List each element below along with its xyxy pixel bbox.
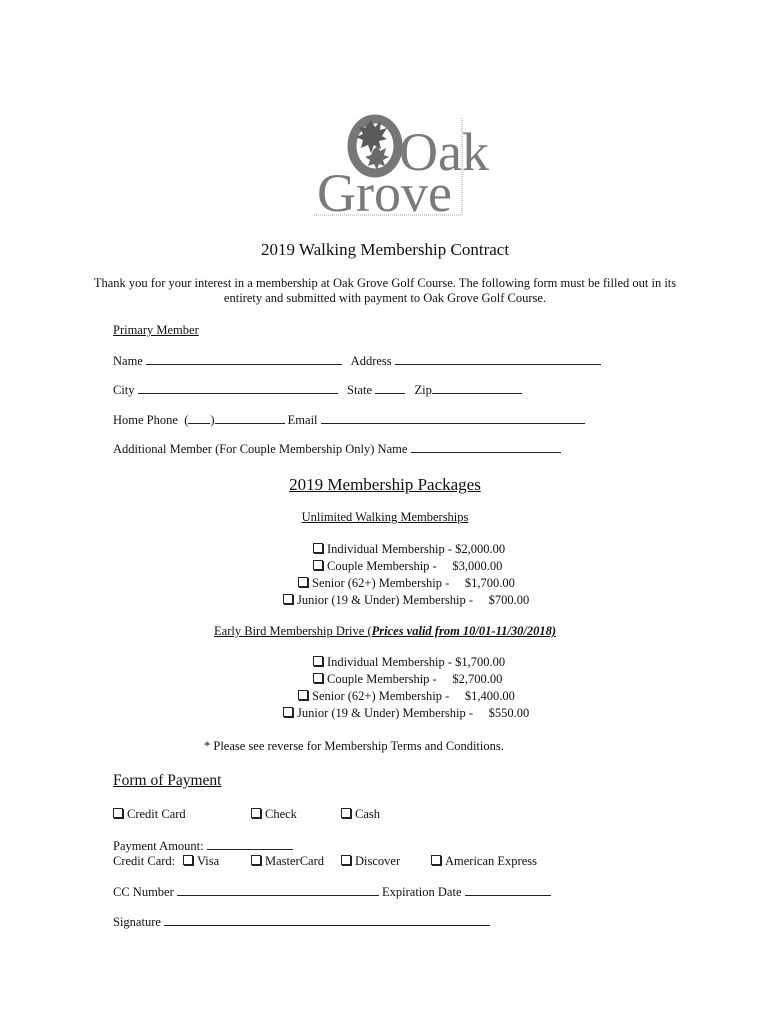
phone-row	[113, 412, 585, 428]
name-field[interactable]	[146, 353, 342, 365]
early-bird-dates: Prices valid from 10/01-11/30/2018)	[371, 624, 556, 638]
early-bird-heading-text: Early Bird Membership Drive (	[214, 624, 372, 638]
early-bird-option[interactable]	[313, 655, 505, 670]
checkbox[interactable]	[298, 577, 308, 587]
cc-number-field[interactable]	[177, 884, 379, 896]
card-discover[interactable]	[341, 854, 400, 869]
additional-member-row	[113, 441, 561, 457]
additional-member-label: Additional Member (For Couple Membership Only) Name	[113, 442, 408, 456]
zip-field[interactable]	[432, 382, 522, 394]
checkbox[interactable]	[341, 855, 351, 865]
card-label: Visa	[197, 854, 220, 868]
unlimited-option[interactable]	[298, 576, 515, 591]
oak-leaf-icon	[313, 108, 489, 223]
address-field[interactable]	[395, 353, 601, 365]
signature-label: Signature	[113, 915, 161, 929]
option-label: Junior (19 & Under) Membership - $550.00	[297, 706, 530, 720]
early-bird-option[interactable]	[313, 672, 502, 687]
checkbox[interactable]	[251, 808, 261, 818]
option-label: Senior (62+) Membership - $1,700.00	[312, 576, 515, 590]
checkbox[interactable]	[313, 673, 323, 683]
payment-method-credit-card[interactable]	[113, 807, 186, 822]
early-bird-heading	[0, 624, 770, 639]
option-label: Couple Membership - $2,700.00	[327, 672, 503, 686]
card-label: American Express	[445, 854, 537, 868]
intro-line-1: Thank you for your interest in a membership at Oak Grove Golf Course. The following form must be filled out in its	[93, 276, 677, 290]
checkbox[interactable]	[183, 855, 193, 865]
address-label: Address	[350, 354, 392, 368]
checkbox[interactable]	[298, 690, 308, 700]
terms-note: * Please see reverse for Membership Terms and Conditions.	[204, 739, 504, 753]
checkbox[interactable]	[313, 656, 323, 666]
signature-row	[113, 914, 490, 930]
option-label: Individual Membership - $2,000.00	[327, 542, 506, 556]
checkbox[interactable]	[113, 808, 123, 818]
unlimited-option[interactable]	[313, 559, 502, 574]
phone-paren-close: )	[210, 413, 215, 427]
option-label: Couple Membership - $3,000.00	[327, 559, 503, 573]
email-field[interactable]	[321, 412, 585, 424]
unlimited-option[interactable]	[283, 593, 529, 608]
checkbox[interactable]	[283, 594, 293, 604]
city-row	[113, 382, 522, 398]
phone-label: Home Phone	[113, 413, 178, 427]
unlimited-heading: Unlimited Walking Memberships	[301, 510, 469, 524]
city-label: City	[113, 383, 135, 397]
email-label: Email	[287, 413, 318, 427]
method-label: Credit Card	[127, 807, 186, 821]
checkbox[interactable]	[313, 560, 323, 570]
oak-grove-logo	[313, 108, 489, 223]
early-bird-option[interactable]	[298, 689, 515, 704]
method-label: Check	[265, 807, 297, 821]
option-label: Individual Membership - $1,700.00	[327, 655, 506, 669]
method-label: Cash	[355, 807, 380, 821]
state-label: State	[347, 383, 373, 397]
card-label: Discover	[355, 854, 401, 868]
payment-amount-row	[113, 838, 293, 854]
payment-method-cash[interactable]	[341, 807, 380, 822]
city-field[interactable]	[138, 382, 338, 394]
phone-paren-open: (	[184, 413, 189, 427]
additional-member-field[interactable]	[411, 441, 561, 453]
checkbox[interactable]	[313, 543, 323, 553]
checkbox[interactable]	[431, 855, 441, 865]
primary-member-heading: Primary Member	[113, 323, 199, 337]
card-label: MasterCard	[265, 854, 325, 868]
intro-line-2: entirety and submitted with payment to Oak Grove Golf Course.	[223, 291, 547, 305]
phone-field[interactable]	[215, 412, 285, 424]
packages-heading: 2019 Membership Packages	[289, 475, 481, 494]
zip-label: Zip	[414, 383, 432, 397]
unlimited-option[interactable]	[313, 542, 505, 557]
option-label: Junior (19 & Under) Membership - $700.00	[297, 593, 530, 607]
payment-amount-field[interactable]	[207, 838, 293, 850]
area-code-field[interactable]	[188, 412, 210, 424]
checkbox[interactable]	[251, 855, 261, 865]
payment-amount-label: Payment Amount:	[113, 839, 204, 853]
name-row	[113, 353, 601, 369]
credit-card-label: Credit Card:	[113, 854, 176, 868]
option-label: Senior (62+) Membership - $1,400.00	[312, 689, 515, 703]
logo-text-oak: Oak	[399, 122, 489, 182]
cc-number-row	[113, 884, 551, 900]
signature-field[interactable]	[164, 914, 490, 926]
payment-method-check[interactable]	[251, 807, 297, 822]
name-label: Name	[113, 354, 143, 368]
cc-number-label: CC Number	[113, 885, 174, 899]
state-field[interactable]	[375, 382, 405, 394]
expiration-label: Expiration Date	[382, 885, 462, 899]
early-bird-option[interactable]	[283, 706, 529, 721]
page-title: 2019 Walking Membership Contract	[260, 240, 510, 259]
logo-text-grove: Grove	[317, 163, 452, 223]
expiration-field[interactable]	[465, 884, 551, 896]
payment-heading: Form of Payment	[113, 772, 222, 789]
checkbox[interactable]	[283, 707, 293, 717]
card-american-express[interactable]	[431, 854, 537, 869]
card-visa[interactable]	[183, 854, 219, 869]
checkbox[interactable]	[341, 808, 351, 818]
card-mastercard[interactable]	[251, 854, 324, 869]
